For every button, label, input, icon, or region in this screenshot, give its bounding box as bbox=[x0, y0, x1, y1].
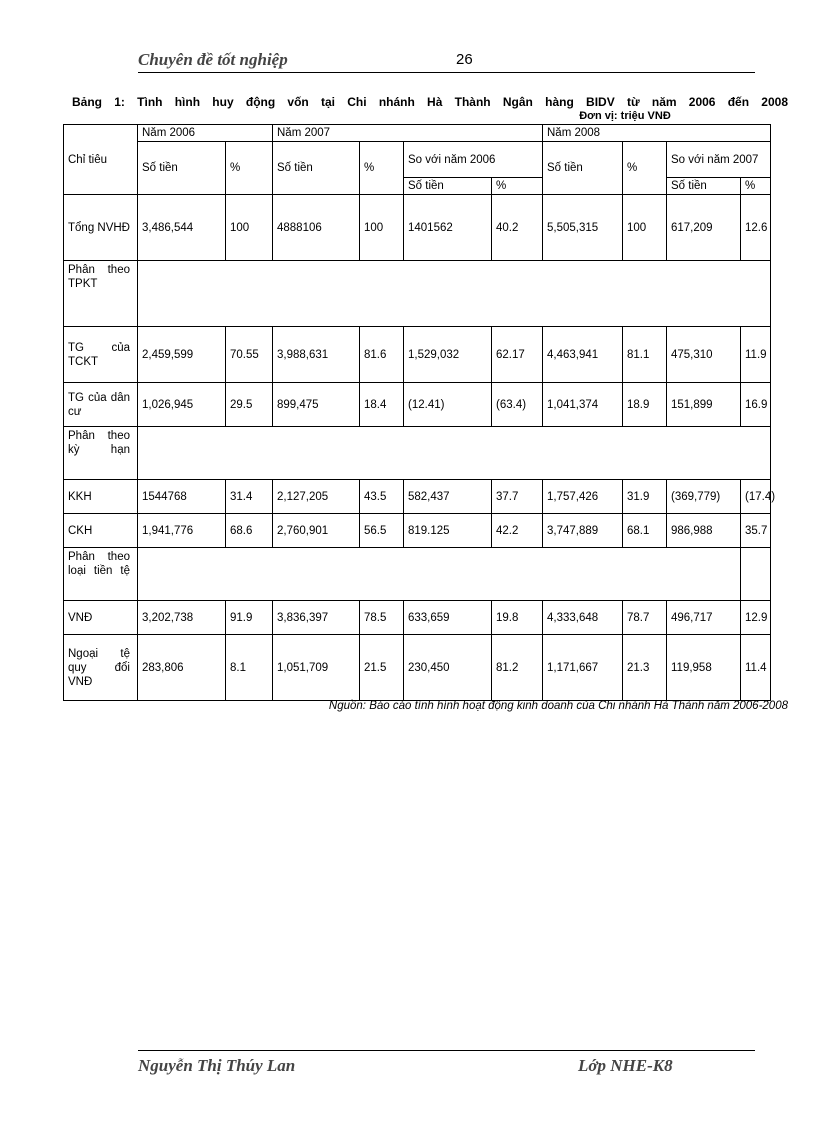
header-title: Chuyên đề tốt nghiệp bbox=[138, 50, 288, 69]
table-cell: 31.9 bbox=[623, 480, 667, 514]
row-label: Phân theo TPKT bbox=[68, 264, 130, 290]
table-cell bbox=[138, 261, 771, 327]
table-cell: 35.7 bbox=[741, 514, 771, 548]
row-label-cell bbox=[64, 635, 138, 701]
table-cell: 100 bbox=[360, 195, 404, 261]
header-year-2008: Năm 2008 bbox=[543, 125, 771, 142]
page-header bbox=[138, 50, 755, 73]
row-label: VNĐ bbox=[68, 611, 93, 624]
table-cell: 81.6 bbox=[360, 327, 404, 383]
footer-rule bbox=[138, 1050, 755, 1051]
table-cell: 4,333,648 bbox=[543, 601, 623, 635]
table-cell: 119,958 bbox=[667, 635, 741, 701]
row-label-cell bbox=[64, 427, 138, 480]
table-cell: 230,450 bbox=[404, 635, 492, 701]
funding-table bbox=[63, 124, 776, 701]
table-cell: (63.4) bbox=[492, 383, 543, 427]
table-title: Bảng 1: Tình hình huy động vốn tại Chi nhánh Hà Thành Ngân hàng BIDV từ năm 2006 đến 2008 bbox=[72, 95, 788, 109]
header-amount: Số tiền bbox=[404, 178, 492, 195]
table-cell: 29.5 bbox=[226, 383, 273, 427]
table-cell: 12.6 bbox=[741, 195, 771, 261]
table-cell: 151,899 bbox=[667, 383, 741, 427]
header-pct: % bbox=[360, 142, 404, 195]
table-cell: 91.9 bbox=[226, 601, 273, 635]
table-cell: 11.4 bbox=[741, 635, 771, 701]
row-label: Tổng NVHĐ bbox=[68, 221, 130, 234]
row-label: Ngoại tệ quy đổi VNĐ bbox=[68, 647, 130, 688]
row-label-cell bbox=[64, 548, 138, 601]
footer-class: Lớp NHE-K8 bbox=[578, 1056, 673, 1075]
table-cell: 11.9 bbox=[741, 327, 771, 383]
table-cell: 18.4 bbox=[360, 383, 404, 427]
row-label: Phân theo kỳ hạn bbox=[68, 430, 130, 456]
table-cell: 12.9 bbox=[741, 601, 771, 635]
header-amount: Số tiền bbox=[667, 178, 741, 195]
table-cell: 16.9 bbox=[741, 383, 771, 427]
table-cell bbox=[138, 548, 741, 601]
table-cell: 1,051,709 bbox=[273, 635, 360, 701]
table-cell: 4888106 bbox=[273, 195, 360, 261]
table-cell: 1,026,945 bbox=[138, 383, 226, 427]
row-label: CKH bbox=[68, 524, 93, 537]
row-label: KKH bbox=[68, 490, 92, 503]
table-row bbox=[64, 383, 771, 427]
table-cell: 5,505,315 bbox=[543, 195, 623, 261]
header-year-2007: Năm 2007 bbox=[273, 125, 543, 142]
table-cell: (17.4) bbox=[741, 480, 771, 514]
table-cell: 56.5 bbox=[360, 514, 404, 548]
header-pct: % bbox=[226, 142, 273, 195]
header-pct: % bbox=[492, 178, 543, 195]
table-cell: 1,529,032 bbox=[404, 327, 492, 383]
table-row bbox=[64, 514, 771, 548]
table-cell: 1,041,374 bbox=[543, 383, 623, 427]
header-vs-2007: So với năm 2007 bbox=[667, 142, 771, 178]
row-label-cell bbox=[64, 383, 138, 427]
table-cell: 19.8 bbox=[492, 601, 543, 635]
table-cell: 1544768 bbox=[138, 480, 226, 514]
table-cell: 81.2 bbox=[492, 635, 543, 701]
table-cell: 21.3 bbox=[623, 635, 667, 701]
table-cell: 633,659 bbox=[404, 601, 492, 635]
table-cell bbox=[138, 427, 771, 480]
table-cell: 100 bbox=[226, 195, 273, 261]
header-amount: Số tiền bbox=[543, 142, 623, 195]
header-amount: Số tiền bbox=[138, 142, 226, 195]
header-year-2006: Năm 2006 bbox=[138, 125, 273, 142]
table-cell: 3,486,544 bbox=[138, 195, 226, 261]
header-indicator: Chỉ tiêu bbox=[64, 125, 138, 195]
row-label: TG của dân cư bbox=[68, 391, 130, 418]
table-cell: 4,463,941 bbox=[543, 327, 623, 383]
table-cell: 70.55 bbox=[226, 327, 273, 383]
table-row bbox=[64, 635, 771, 701]
table-row bbox=[64, 480, 771, 514]
row-label-cell bbox=[64, 480, 138, 514]
table-cell: 899,475 bbox=[273, 383, 360, 427]
table-cell: 475,310 bbox=[667, 327, 741, 383]
unit-note: Đơn vị: triệu VNĐ bbox=[579, 110, 671, 122]
footer-author: Nguyễn Thị Thúy Lan bbox=[138, 1056, 296, 1075]
table-cell: 78.5 bbox=[360, 601, 404, 635]
table-cell: 42.2 bbox=[492, 514, 543, 548]
table-row bbox=[64, 261, 771, 327]
source-note: Nguồn: Báo cáo tình hình hoạt động kinh doanh của Chi nhánh Hà Thành năm 2006-2008 bbox=[328, 700, 788, 712]
table-cell: 2,760,901 bbox=[273, 514, 360, 548]
table-cell: 3,747,889 bbox=[543, 514, 623, 548]
table-cell: 78.7 bbox=[623, 601, 667, 635]
row-label-cell bbox=[64, 601, 138, 635]
row-label: Phân theo loại tiền tệ bbox=[68, 551, 130, 577]
table-cell: (369,779) bbox=[667, 480, 741, 514]
table-cell: 68.1 bbox=[623, 514, 667, 548]
table-cell: 582,437 bbox=[404, 480, 492, 514]
table-cell: 68.6 bbox=[226, 514, 273, 548]
table-cell: 43.5 bbox=[360, 480, 404, 514]
row-label-cell bbox=[64, 261, 138, 327]
table-cell: 21.5 bbox=[360, 635, 404, 701]
table-cell: 283,806 bbox=[138, 635, 226, 701]
header-pct: % bbox=[741, 178, 771, 195]
table-cell: 496,717 bbox=[667, 601, 741, 635]
row-label-cell bbox=[64, 195, 138, 261]
table-cell: 2,127,205 bbox=[273, 480, 360, 514]
table-cell bbox=[741, 548, 771, 601]
table-cell: 2,459,599 bbox=[138, 327, 226, 383]
table-cell: 1,171,667 bbox=[543, 635, 623, 701]
table-cell: 100 bbox=[623, 195, 667, 261]
table-cell: 31.4 bbox=[226, 480, 273, 514]
row-label-cell bbox=[64, 327, 138, 383]
header-vs-2006: So với năm 2006 bbox=[404, 142, 543, 178]
table-cell: 1,757,426 bbox=[543, 480, 623, 514]
table-cell: 62.17 bbox=[492, 327, 543, 383]
table-cell: 986,988 bbox=[667, 514, 741, 548]
table-cell: 40.2 bbox=[492, 195, 543, 261]
table-cell: 81.1 bbox=[623, 327, 667, 383]
table-row bbox=[64, 548, 771, 601]
table-cell: 18.9 bbox=[623, 383, 667, 427]
table-cell: 617,209 bbox=[667, 195, 741, 261]
table-cell: 1,941,776 bbox=[138, 514, 226, 548]
table-cell: 819.125 bbox=[404, 514, 492, 548]
header-amount: Số tiền bbox=[273, 142, 360, 195]
table-cell: 3,836,397 bbox=[273, 601, 360, 635]
table-cell: 1401562 bbox=[404, 195, 492, 261]
table-cell: 8.1 bbox=[226, 635, 273, 701]
table-row bbox=[64, 327, 771, 383]
table-row bbox=[64, 195, 771, 261]
table-cell: 3,988,631 bbox=[273, 327, 360, 383]
table-row bbox=[64, 601, 771, 635]
table-cell: (12.41) bbox=[404, 383, 492, 427]
table-cell: 37.7 bbox=[492, 480, 543, 514]
table-cell: 3,202,738 bbox=[138, 601, 226, 635]
header-pct: % bbox=[623, 142, 667, 195]
row-label-cell bbox=[64, 514, 138, 548]
table-row bbox=[64, 427, 771, 480]
row-label: TG của TCKT bbox=[68, 341, 130, 368]
page-number: 26 bbox=[456, 51, 473, 68]
